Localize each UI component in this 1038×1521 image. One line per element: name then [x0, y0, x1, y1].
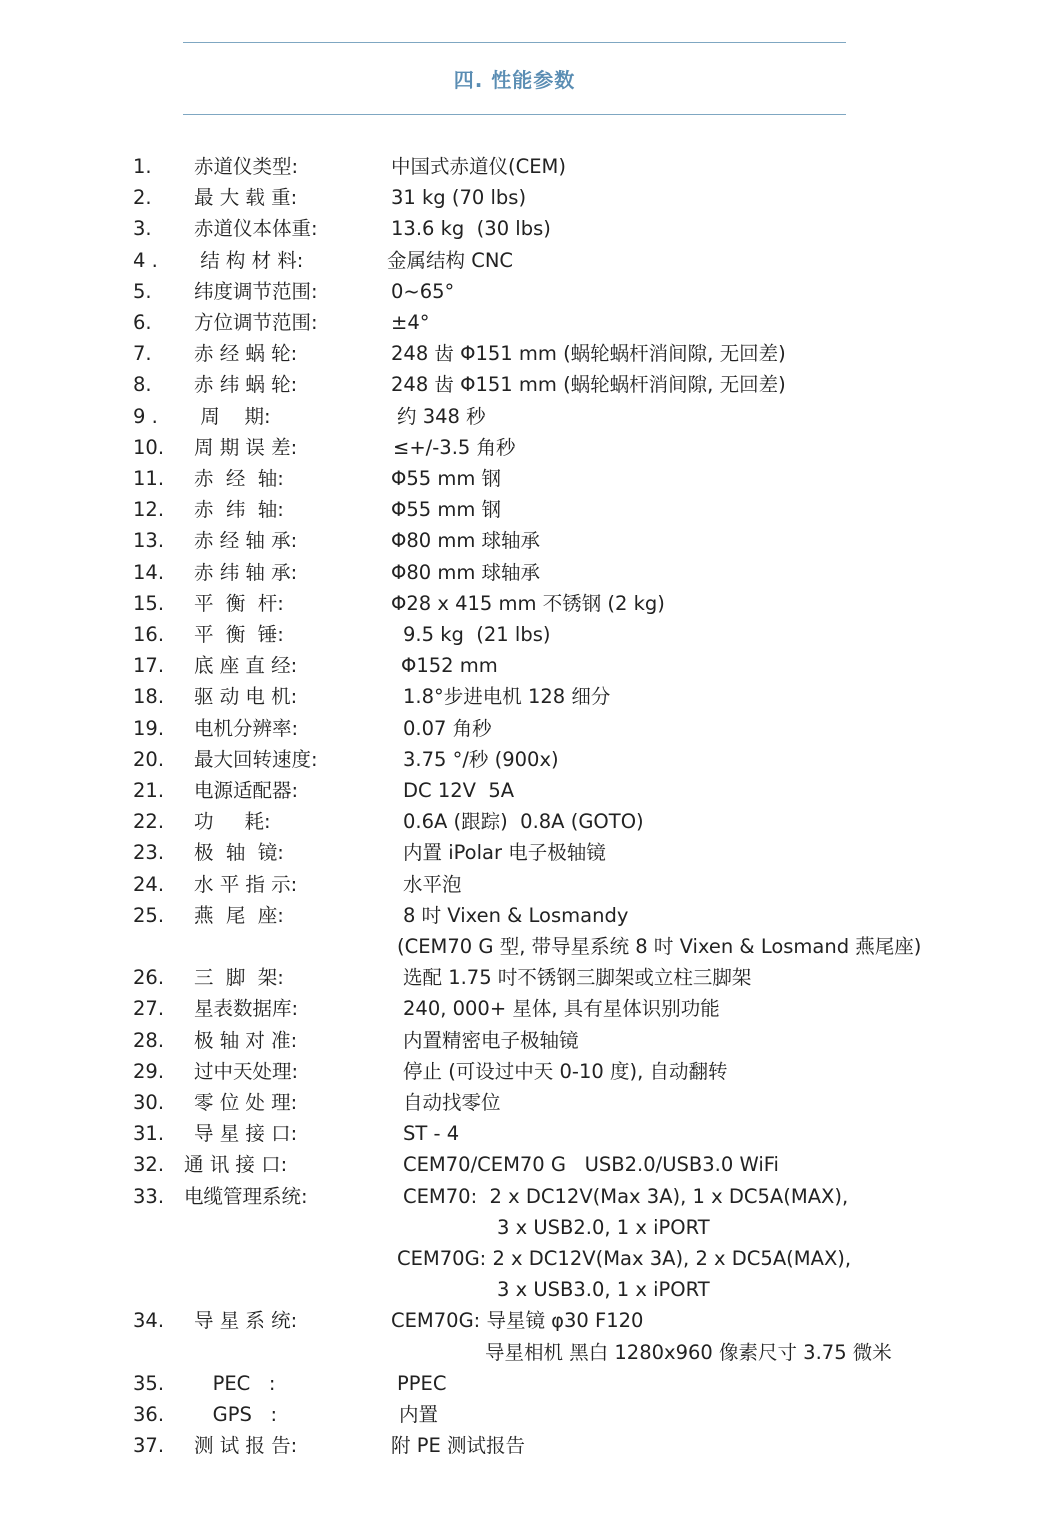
spec-row	[0, 277, 1038, 307]
spec-value: PPEC	[397, 1371, 447, 1395]
spec-value: CEM70G: 2 x DC12V(Max 3A), 2 x DC5A(MAX),	[397, 1247, 852, 1270]
spec-value: DC 12V 5A	[403, 779, 515, 802]
spec-row	[0, 464, 1038, 494]
spec-row	[0, 370, 1038, 400]
spec-value: 13.6 kg (30 lbs)	[391, 217, 551, 241]
spec-value: ST - 4	[403, 1122, 460, 1146]
spec-number: 32.	[133, 1153, 165, 1177]
spec-value: 3 x USB3.0, 1 x iPORT	[497, 1278, 710, 1302]
spec-row	[0, 838, 1038, 868]
spec-label: 最 大 载 重:	[194, 186, 298, 210]
spec-value: Φ28 x 415 mm 不锈钢 (2 kg)	[391, 591, 665, 615]
spec-label: 燕 尾 座:	[194, 903, 284, 927]
spec-label: 平 衡 杆:	[194, 591, 284, 615]
spec-number: 13.	[133, 529, 165, 553]
spec-number: 37.	[133, 1434, 165, 1458]
spec-label: 赤 经 轴:	[194, 467, 284, 490]
spec-number: 20.	[133, 747, 165, 771]
spec-row	[0, 1338, 1038, 1368]
spec-row	[0, 214, 1038, 244]
spec-row	[0, 1369, 1038, 1399]
spec-value: 附 PE 测试报告	[391, 1434, 525, 1458]
spec-label: 赤 纬 轴:	[194, 498, 284, 522]
spec-value: 0.07 角秒	[403, 716, 492, 740]
spec-label: 导 星 系 统:	[194, 1309, 298, 1333]
spec-number: 12.	[133, 498, 165, 522]
section-title: 四. 性能参数	[453, 68, 576, 92]
spec-value: 停止 (可设过中天 0-10 度), 自动翻转	[403, 1059, 728, 1083]
spec-number: 19.	[133, 716, 165, 740]
spec-number: 16.	[133, 623, 165, 646]
spec-number: 29.	[133, 1059, 165, 1083]
spec-row	[0, 745, 1038, 775]
spec-value: 内置 iPolar 电子极轴镜	[403, 841, 606, 865]
spec-value: 248 齿 Φ151 mm (蜗轮蜗杆消间隙, 无回差)	[391, 373, 786, 397]
spec-number: 8.	[133, 373, 152, 397]
spec-row	[0, 339, 1038, 369]
spec-value: CEM70/CEM70 G USB2.0/USB3.0 WiFi	[403, 1153, 779, 1177]
spec-value: ≤+/-3.5 角秒	[393, 435, 516, 459]
spec-label: 电缆管理系统:	[184, 1184, 308, 1208]
spec-label: 零 位 处 理:	[194, 1091, 298, 1114]
spec-row	[0, 1088, 1038, 1118]
spec-value: 240, 000+ 星体, 具有星体识别功能	[403, 997, 720, 1021]
spec-label: 赤道仪本体重:	[194, 217, 318, 241]
spec-value: 31 kg (70 lbs)	[391, 186, 527, 210]
spec-value: Φ80 mm 球轴承	[391, 529, 541, 553]
spec-number: 22.	[133, 810, 165, 834]
spec-value: 约 348 秒	[397, 404, 486, 428]
spec-row	[0, 870, 1038, 900]
spec-number: 35.	[133, 1371, 165, 1395]
spec-number: 26.	[133, 966, 165, 990]
spec-row	[0, 620, 1038, 650]
spec-row	[0, 1057, 1038, 1087]
spec-row	[0, 901, 1038, 931]
spec-label: 赤 纬 蜗 轮:	[194, 373, 298, 397]
spec-number: 31.	[133, 1122, 165, 1146]
spec-number: 15.	[133, 591, 165, 615]
spec-number: 4 .	[133, 248, 158, 272]
spec-row	[0, 526, 1038, 556]
spec-row	[0, 1400, 1038, 1430]
spec-value: 8 吋 Vixen & Losmandy	[403, 903, 629, 927]
spec-number: 11.	[133, 467, 165, 490]
spec-label: 周 期 误 差:	[194, 435, 298, 459]
spec-row	[0, 963, 1038, 993]
spec-row	[0, 1150, 1038, 1180]
spec-row	[0, 152, 1038, 182]
spec-label: PEC :	[194, 1371, 276, 1395]
spec-row	[0, 589, 1038, 619]
spec-row	[0, 246, 1038, 276]
spec-value: 3 x USB2.0, 1 x iPORT	[497, 1215, 710, 1239]
spec-number: 2.	[133, 186, 152, 210]
spec-row	[0, 1213, 1038, 1243]
spec-number: 3.	[133, 217, 152, 241]
spec-value: 0~65°	[391, 279, 455, 303]
spec-number: 9 .	[133, 404, 158, 428]
spec-label: 通 讯 接 口:	[184, 1153, 288, 1177]
spec-number: 21.	[133, 779, 165, 802]
spec-value: (CEM70 G 型, 带导星系统 8 吋 Vixen & Losmand 燕尾座)	[397, 935, 922, 958]
spec-label: 极 轴 镜:	[194, 841, 284, 865]
spec-value: ±4°	[391, 311, 430, 334]
spec-label: 水 平 指 示:	[194, 872, 298, 896]
spec-value: 0.6A (跟踪) 0.8A (GOTO)	[403, 810, 644, 834]
spec-number: 14.	[133, 560, 165, 584]
spec-value: 1.8°步进电机 128 细分	[403, 685, 611, 709]
spec-value: CEM70: 2 x DC12V(Max 3A), 1 x DC5A(MAX),	[403, 1184, 849, 1208]
spec-row	[0, 1026, 1038, 1056]
spec-value: 水平泡	[403, 872, 462, 896]
spec-value: 3.75 °/秒 (900x)	[403, 747, 559, 771]
spec-row	[0, 651, 1038, 681]
spec-number: 34.	[133, 1309, 165, 1333]
spec-row	[0, 1431, 1038, 1461]
spec-row	[0, 1244, 1038, 1274]
spec-label: 最大回转速度:	[194, 747, 318, 771]
spec-value: 导星相机 黑白 1280x960 像素尺寸 3.75 微米	[485, 1340, 892, 1364]
spec-number: 7.	[133, 342, 152, 366]
spec-label: 星表数据库:	[194, 997, 299, 1021]
spec-label: 赤 纬 轴 承:	[194, 560, 298, 584]
spec-label: GPS :	[194, 1403, 278, 1426]
spec-number: 6.	[133, 311, 152, 334]
spec-label: 周 期:	[194, 404, 271, 428]
spec-row	[0, 994, 1038, 1024]
spec-value: 金属结构 CNC	[387, 248, 514, 272]
spec-row	[0, 1306, 1038, 1336]
spec-row	[0, 558, 1038, 588]
spec-label: 三 脚 架:	[194, 966, 284, 990]
spec-value: Φ80 mm 球轴承	[391, 560, 541, 584]
spec-label: 赤 经 轴 承:	[194, 529, 298, 553]
spec-label: 测 试 报 告:	[194, 1434, 298, 1458]
spec-label: 平 衡 锤:	[194, 623, 284, 646]
spec-value: 内置精密电子极轴镜	[403, 1028, 579, 1052]
spec-row	[0, 682, 1038, 712]
spec-row	[0, 714, 1038, 744]
spec-number: 24.	[133, 872, 165, 896]
spec-value: 9.5 kg (21 lbs)	[403, 623, 551, 646]
spec-number: 36.	[133, 1403, 165, 1426]
spec-value: 248 齿 Φ151 mm (蜗轮蜗杆消间隙, 无回差)	[391, 342, 786, 366]
spec-label: 驱 动 电 机:	[194, 685, 298, 709]
spec-label: 结 构 材 料:	[194, 248, 304, 272]
spec-value: 自动找零位	[403, 1091, 501, 1114]
spec-row	[0, 932, 1038, 962]
spec-number: 17.	[133, 654, 165, 678]
spec-row	[0, 1275, 1038, 1305]
spec-label: 方位调节范围:	[194, 311, 318, 334]
spec-row	[0, 1119, 1038, 1149]
spec-number: 33.	[133, 1184, 165, 1208]
spec-row	[0, 433, 1038, 463]
spec-row	[0, 402, 1038, 432]
spec-value: 中国式赤道仪(CEM)	[391, 155, 566, 178]
spec-row	[0, 1182, 1038, 1212]
spec-label: 纬度调节范围:	[194, 279, 318, 303]
spec-number: 28.	[133, 1028, 165, 1052]
spec-number: 10.	[133, 435, 165, 459]
spec-row	[0, 776, 1038, 806]
spec-number: 30.	[133, 1091, 165, 1114]
spec-value: Φ55 mm 钢	[391, 467, 502, 490]
spec-label: 极 轴 对 准:	[194, 1028, 298, 1052]
spec-label: 底 座 直 经:	[194, 654, 298, 678]
spec-label: 导 星 接 口:	[194, 1122, 298, 1146]
spec-label: 赤道仪类型:	[194, 155, 299, 178]
spec-row	[0, 807, 1038, 837]
spec-label: 电机分辨率:	[194, 716, 299, 740]
spec-number: 18.	[133, 685, 165, 709]
spec-label: 电源适配器:	[194, 779, 299, 802]
spec-number: 23.	[133, 841, 165, 865]
spec-label: 赤 经 蜗 轮:	[194, 342, 298, 366]
spec-label: 功 耗:	[194, 810, 271, 834]
spec-number: 1.	[133, 155, 152, 178]
spec-row	[0, 495, 1038, 525]
spec-value: 内置	[399, 1403, 439, 1426]
spec-value: 选配 1.75 吋不锈钢三脚架或立柱三脚架	[403, 966, 752, 990]
spec-row	[0, 308, 1038, 338]
spec-value: CEM70G: 导星镜 φ30 F120	[391, 1309, 644, 1333]
spec-number: 5.	[133, 279, 152, 303]
spec-number: 25.	[133, 903, 165, 927]
spec-row	[0, 183, 1038, 213]
spec-number: 27.	[133, 997, 165, 1021]
spec-value: Φ152 mm	[401, 654, 498, 678]
spec-label: 过中天处理:	[194, 1059, 299, 1083]
spec-value: Φ55 mm 钢	[391, 498, 502, 522]
